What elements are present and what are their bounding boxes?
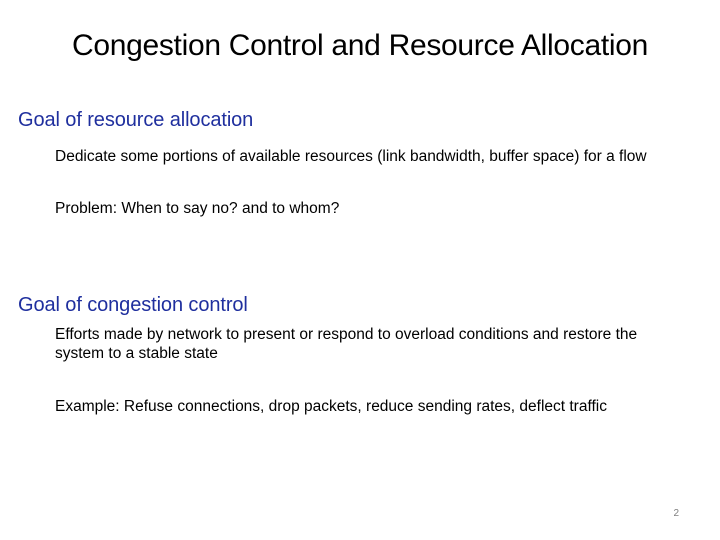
page-number: 2 — [673, 508, 679, 519]
bullet-text: Example: Refuse connections, drop packets, reduce sending rates, deflect traffic — [55, 398, 607, 415]
bullet-text: Dedicate some portions of available resources (link bandwidth, buffer space) for a flow — [55, 148, 647, 165]
section-congestion-control — [18, 293, 698, 416]
slide-title: Congestion Control and Resource Allocation — [71, 29, 649, 62]
bullet-text: Efforts made by network to present or respond to overload conditions and restore the system to a stable state — [55, 326, 638, 362]
section-heading: Goal of resource allocation — [18, 109, 254, 131]
section-heading: Goal of congestion control — [18, 294, 248, 316]
bullet-text: Problem: When to say no? and to whom? — [55, 200, 340, 217]
section-resource-allocation — [18, 108, 698, 218]
